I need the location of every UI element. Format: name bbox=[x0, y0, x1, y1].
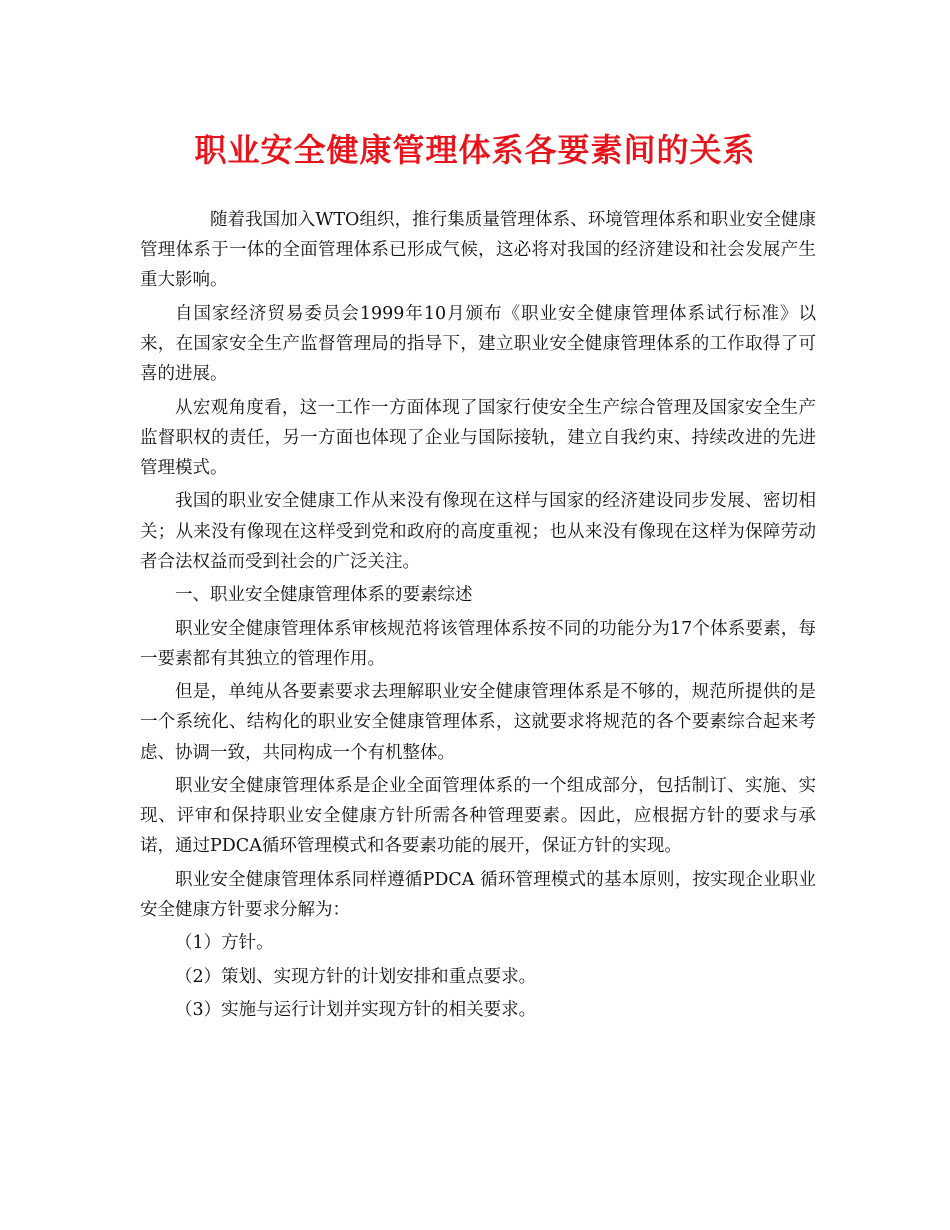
paragraph: 我国的职业安全健康工作从来没有像现在这样与国家的经济建设同步发展、密切相关；从来没有像现在这样受到党和政府的高度重视；也从来没有像现在这样为保障劳动者合法权益而受到社会的广泛关注。 bbox=[140, 491, 816, 572]
list-item: （1）方针。 bbox=[175, 933, 274, 954]
paragraph: 职业安全健康管理体系是企业全面管理体系的一个组成部分，包括制订、实施、实现、评审和保持职业安全健康方针所需各种管理要素。因此，应根据方针的要求与承诺，通过PDCA循环管理模式和各要素功能的展开，保证方针的实现。 bbox=[140, 775, 816, 857]
list-item: （2）策划、实现方针的计划安排和重点要求。 bbox=[175, 966, 537, 987]
list-item: （3）实施与运行计划并实现方针的相关要求。 bbox=[175, 1000, 537, 1021]
paragraph: 但是，单纯从各要素要求去理解职业安全健康管理体系是不够的，规范所提供的是一个系统化、结构化的职业安全健康管理体系，这就要求将规范的各个要素综合起来考虑、协调一致，共同构成一个有机整体。 bbox=[140, 682, 816, 763]
paragraph: 职业安全健康管理体系同样遵循PDCA 循环管理模式的基本原则，按实现企业职业安全健康方针要求分解为： bbox=[140, 869, 816, 920]
document-title: 职业安全健康管理体系各要素间的关系 bbox=[194, 131, 756, 169]
paragraph: 职业安全健康管理体系审核规范将该管理体系按不同的功能分为17个体系要素，每一要素都有其独立的管理作用。 bbox=[140, 618, 816, 669]
document-body bbox=[140, 205, 816, 1029]
section-heading: 一、职业安全健康管理体系的要素综述 bbox=[175, 585, 473, 606]
paragraph: 自国家经济贸易委员会1999年10月颁布《职业安全健康管理体系试行标准》以来，在国家安全生产监督管理局的指导下，建立职业安全健康管理体系的工作取得了可喜的进展。 bbox=[140, 303, 816, 385]
paragraph: 随着我国加入WTO组织，推行集质量管理体系、环境管理体系和职业安全健康管理体系于一体的全面管理体系已形成气候，这必将对我国的经济建设和社会发展产生重大影响。 bbox=[140, 210, 816, 291]
paragraph: 从宏观角度看，这一工作一方面体现了国家行使安全生产综合管理及国家安全生产监督职权的责任，另一方面也体现了企业与国际接轨，建立自我约束、持续改进的先进管理模式。 bbox=[140, 397, 816, 478]
